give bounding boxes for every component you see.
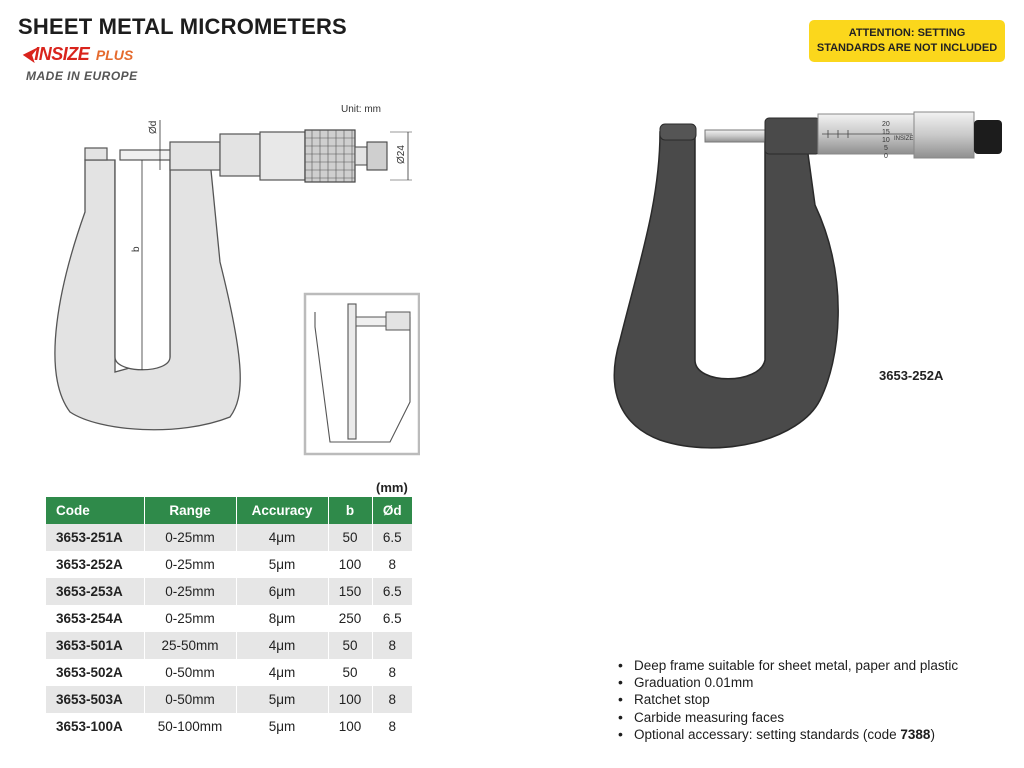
feature-item: • Graduation 0.01mm	[618, 674, 958, 691]
cell-accuracy: 4μm	[236, 632, 328, 659]
frame-inner-slot	[695, 132, 765, 379]
scale-mark-10: 10	[882, 137, 890, 144]
cell-code: 3653-253A	[46, 578, 144, 605]
cell-code: 3653-254A	[46, 605, 144, 632]
scale-mark-15: 15	[882, 129, 890, 136]
cell-d: 6.5	[372, 578, 412, 605]
photo-frame-top	[765, 118, 820, 154]
table-row	[46, 686, 412, 713]
cell-code: 3653-502A	[46, 659, 144, 686]
cell-range: 25-50mm	[144, 632, 236, 659]
ratchet	[367, 142, 387, 170]
sleeve	[220, 134, 260, 176]
cell-accuracy: 8μm	[236, 605, 328, 632]
feature-item-accessory	[618, 726, 958, 743]
photo-ratchet	[974, 120, 1002, 154]
cell-d: 6.5	[372, 524, 412, 551]
scale-mark-20: 20	[882, 121, 890, 128]
cell-d: 8	[372, 551, 412, 578]
header-range: Range	[144, 497, 236, 524]
cell-range: 0-50mm	[144, 659, 236, 686]
table-row	[46, 632, 412, 659]
anvil-head	[660, 124, 696, 140]
cell-d: 8	[372, 659, 412, 686]
cell-b: 150	[328, 578, 372, 605]
cell-range: 0-25mm	[144, 578, 236, 605]
cell-range: 0-25mm	[144, 551, 236, 578]
arrow-left-icon: ⮜	[22, 44, 35, 64]
cell-accuracy: 6μm	[236, 578, 328, 605]
feature-item: • Carbide measuring faces	[618, 709, 958, 726]
header-b: b	[328, 497, 372, 524]
cell-d: 8	[372, 713, 412, 740]
feature-item: • Ratchet stop	[618, 691, 958, 708]
cell-accuracy: 5μm	[236, 713, 328, 740]
unit-label: Unit: mm	[341, 104, 381, 115]
page-title: SHEET METAL MICROMETERS	[18, 14, 347, 39]
photo-thimble	[914, 112, 974, 158]
cell-code: 3653-252A	[46, 551, 144, 578]
brand-logo	[22, 44, 133, 65]
cell-accuracy: 4μm	[236, 659, 328, 686]
feature-item: • Deep frame suitable for sheet metal, paper and plastic	[618, 657, 958, 674]
dim-24-label: Ø24	[396, 145, 407, 164]
table-unit-label: (mm)	[376, 480, 408, 495]
cell-b: 50	[328, 659, 372, 686]
cell-b: 100	[328, 551, 372, 578]
model-label: 3653-252A	[879, 368, 944, 383]
cell-b: 100	[328, 713, 372, 740]
cell-range: 0-50mm	[144, 686, 236, 713]
cell-code: 3653-503A	[46, 686, 144, 713]
table-row	[46, 524, 412, 551]
table-row	[46, 713, 412, 740]
sleeve-body	[170, 142, 220, 170]
cell-code: 3653-501A	[46, 632, 144, 659]
spec-table	[46, 497, 412, 740]
attention-badge	[809, 20, 1005, 62]
cell-range: 0-25mm	[144, 605, 236, 632]
accessory-code: 7388	[900, 726, 931, 742]
cell-b: 250	[328, 605, 372, 632]
scale-mark-5: 5	[884, 145, 888, 152]
cell-b: 100	[328, 686, 372, 713]
cell-code: 3653-251A	[46, 524, 144, 551]
frame-inner	[115, 160, 170, 370]
cell-d: 8	[372, 686, 412, 713]
anvil	[85, 148, 107, 160]
product-photo	[600, 110, 1020, 470]
technical-drawing	[40, 112, 420, 457]
cell-code: 3653-100A	[46, 713, 144, 740]
brand-plus: PLUS	[95, 47, 134, 63]
table-row	[46, 578, 412, 605]
cell-accuracy: 5μm	[236, 686, 328, 713]
feature-list	[618, 657, 958, 743]
attention-line-1: ATTENTION: SETTING	[848, 27, 966, 39]
table-row	[46, 605, 412, 632]
spindle	[120, 150, 172, 160]
scale-logo: INSIZE	[894, 136, 914, 142]
accessory-prefix: Optional accessary: setting standards (code	[634, 726, 901, 742]
attention-line-2: STANDARDS ARE NOT INCLUDED	[816, 42, 998, 54]
table-row	[46, 659, 412, 686]
header-code: Code	[46, 497, 144, 524]
dim-b-label: b	[131, 246, 142, 252]
scale-mark-0: 0	[884, 153, 888, 160]
brand-insize: ⮜INSIZE	[22, 44, 90, 64]
ratchet-neck	[355, 147, 367, 165]
cell-range: 50-100mm	[144, 713, 236, 740]
accessory-suffix: )	[930, 726, 935, 742]
cell-accuracy: 4μm	[236, 524, 328, 551]
cell-range: 0-25mm	[144, 524, 236, 551]
header-accuracy: Accuracy	[236, 497, 328, 524]
cell-b: 50	[328, 524, 372, 551]
cell-d: 6.5	[372, 605, 412, 632]
table-header-row	[46, 497, 412, 524]
made-in-label: MADE IN EUROPE	[26, 69, 138, 83]
photo-spindle	[705, 130, 767, 142]
cell-d: 8	[372, 632, 412, 659]
barrel	[260, 132, 305, 180]
dim-d-label: Ød	[148, 120, 159, 134]
cell-accuracy: 5μm	[236, 551, 328, 578]
cell-b: 50	[328, 632, 372, 659]
header-d: Ød	[372, 497, 412, 524]
table-row	[46, 551, 412, 578]
